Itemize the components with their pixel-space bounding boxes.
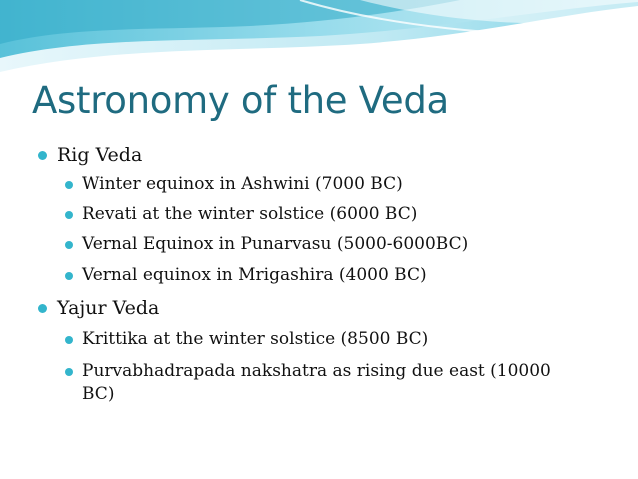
list-item-text: Purvabhadrapada nakshatra as rising due east (10000 BC) [82,361,551,404]
round-bullet-icon [65,336,73,344]
round-bullet-icon [65,181,73,189]
round-bullet-icon [65,272,73,280]
round-bullet-icon [65,368,73,376]
round-bullet-icon [38,151,47,160]
section-heading-label: Rig Veda [57,144,143,166]
round-bullet-icon [65,211,73,219]
list-item-text: Krittika at the winter solstice (8500 BC) [82,329,429,349]
slide-title: Astronomy of the Veda [32,79,449,122]
list-item-text: Vernal Equinox in Punarvasu (5000-6000BC) [82,234,469,254]
list-item-text: Revati at the winter solstice (6000 BC) [82,204,418,224]
list-item-text: Winter equinox in Ashwini (7000 BC) [82,174,403,194]
round-bullet-icon [38,304,47,313]
section-heading-label: Yajur Veda [57,297,160,319]
list-item-text: Vernal equinox in Mrigashira (4000 BC) [82,265,427,285]
round-bullet-icon [65,241,73,249]
